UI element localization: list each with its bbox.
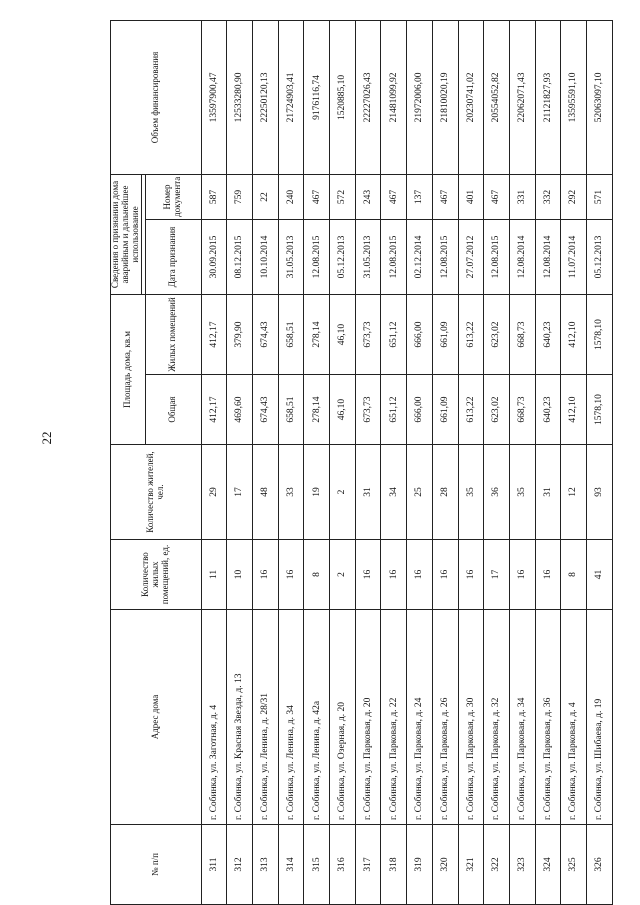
row-address: г. Собинка, ул. Озерная, д. 20: [330, 610, 356, 825]
row-area-total: 640,23: [535, 375, 561, 445]
row-area-living: 278,14: [304, 294, 330, 374]
row-document-number: 22: [253, 174, 279, 219]
row-recognition-date: 12.08.2014: [509, 219, 535, 294]
row-address: г. Собинка, ул. Ленина, д. 28/31: [253, 610, 279, 825]
row-financing: 21481099,92: [381, 20, 407, 174]
row-document-number: 240: [278, 174, 304, 219]
row-recognition-date: 12.08.2015: [432, 219, 458, 294]
row-area-living: 651,12: [381, 294, 407, 374]
row-premises: 8: [561, 540, 587, 610]
row-premises: 8: [304, 540, 330, 610]
row-financing: 22227026,43: [355, 20, 381, 174]
row-recognition-date: 11.07.2014: [561, 219, 587, 294]
row-num: 314: [278, 825, 304, 905]
row-premises: 16: [253, 540, 279, 610]
row-area-living: 623,02: [484, 294, 510, 374]
row-num: 313: [253, 825, 279, 905]
table-row: [278, 20, 304, 904]
row-area-total: 674,43: [253, 375, 279, 445]
table-row: [407, 20, 433, 904]
row-residents: 31: [355, 445, 381, 540]
row-premises: 16: [355, 540, 381, 610]
row-residents: 29: [201, 445, 227, 540]
row-residents: 48: [253, 445, 279, 540]
row-address: г. Собинка, ул. Шибаева, д. 19: [586, 610, 612, 825]
header-residents-count: Количество жителей, чел.: [111, 445, 202, 540]
row-recognition-date: 02.12.2014: [407, 219, 433, 294]
row-residents: 35: [458, 445, 484, 540]
row-area-total: 658,51: [278, 375, 304, 445]
row-residents: 17: [227, 445, 253, 540]
row-recognition-date: 30.09.2015: [201, 219, 227, 294]
row-premises: 16: [535, 540, 561, 610]
header-financing: Объем финансирования: [111, 20, 202, 174]
table-row: [458, 20, 484, 904]
table-row: [330, 20, 356, 904]
row-premises: 11: [201, 540, 227, 610]
row-area-total: 613,22: [458, 375, 484, 445]
row-num: 317: [355, 825, 381, 905]
row-area-living: 661,09: [432, 294, 458, 374]
row-recognition-date: 12.08.2015: [304, 219, 330, 294]
row-area-total: 278,14: [304, 375, 330, 445]
row-residents: 2: [330, 445, 356, 540]
row-premises: 16: [458, 540, 484, 610]
row-premises: 16: [432, 540, 458, 610]
row-address: г. Собинка, ул. Парковая, д. 22: [381, 610, 407, 825]
row-address: г. Собинка, ул. Парковая, д. 24: [407, 610, 433, 825]
row-financing: 22062071,43: [509, 20, 535, 174]
row-residents: 93: [586, 445, 612, 540]
row-area-living: 412,17: [201, 294, 227, 374]
row-document-number: 467: [304, 174, 330, 219]
row-residents: 12: [561, 445, 587, 540]
row-residents: 33: [278, 445, 304, 540]
row-num: 311: [201, 825, 227, 905]
row-document-number: 137: [407, 174, 433, 219]
table-row: [586, 20, 612, 904]
row-num: 312: [227, 825, 253, 905]
row-area-total: 623,02: [484, 375, 510, 445]
row-num: 315: [304, 825, 330, 905]
row-num: 326: [586, 825, 612, 905]
row-area-living: 412,10: [561, 294, 587, 374]
row-area-living: 673,73: [355, 294, 381, 374]
row-residents: 35: [509, 445, 535, 540]
row-area-living: 658,51: [278, 294, 304, 374]
row-recognition-date: 05.12.2013: [330, 219, 356, 294]
row-num: 322: [484, 825, 510, 905]
row-recognition-date: 31.05.2013: [278, 219, 304, 294]
header-premises-count: Количество жилых помещений, ед.: [111, 540, 202, 610]
row-recognition-date: 12.08.2015: [484, 219, 510, 294]
row-area-living: 674,43: [253, 294, 279, 374]
row-address: г. Собинка, ул. Заготная, д. 4: [201, 610, 227, 825]
row-document-number: 401: [458, 174, 484, 219]
table-row: [484, 20, 510, 904]
row-area-total: 1578,10: [586, 375, 612, 445]
row-address: г. Собинка, ул. Парковая, д. 4: [561, 610, 587, 825]
row-area-total: 412,17: [201, 375, 227, 445]
row-premises: 10: [227, 540, 253, 610]
row-residents: 25: [407, 445, 433, 540]
row-document-number: 332: [535, 174, 561, 219]
row-recognition-date: 10.10.2014: [253, 219, 279, 294]
row-address: г. Собинка, ул. Парковая, д. 30: [458, 610, 484, 825]
row-area-living: 1578,10: [586, 294, 612, 374]
row-residents: 19: [304, 445, 330, 540]
row-financing: 9176116,74: [304, 20, 330, 174]
header-document-number: Номер документа: [145, 174, 201, 219]
row-address: г. Собинка, ул. Парковая, д. 36: [535, 610, 561, 825]
row-financing: 21724903,41: [278, 20, 304, 174]
row-residents: 28: [432, 445, 458, 540]
row-document-number: 292: [561, 174, 587, 219]
row-num: 324: [535, 825, 561, 905]
row-area-living: 379,90: [227, 294, 253, 374]
row-financing: 52063097,10: [586, 20, 612, 174]
row-area-living: 46,10: [330, 294, 356, 374]
row-area-living: 666,00: [407, 294, 433, 374]
row-recognition-date: 05.12.2013: [586, 219, 612, 294]
table-row: [432, 20, 458, 904]
table-row: [304, 20, 330, 904]
row-area-total: 666,00: [407, 375, 433, 445]
header-recognition-group: Сведения о признании дома аварийным и дальнейшее использование: [111, 174, 142, 294]
table-row: [201, 20, 227, 904]
table-row: [355, 20, 381, 904]
row-area-total: 412,10: [561, 375, 587, 445]
row-area-total: 673,73: [355, 375, 381, 445]
header-area-group: Площадь дома, кв.м: [111, 294, 146, 444]
row-num: 316: [330, 825, 356, 905]
table-row: [227, 20, 253, 904]
row-document-number: 587: [201, 174, 227, 219]
row-financing: 1520885,10: [330, 20, 356, 174]
row-financing: 12533280,90: [227, 20, 253, 174]
row-address: г. Собинка, ул. Ленина, д. 42а: [304, 610, 330, 825]
row-premises: 41: [586, 540, 612, 610]
row-financing: 22250120,13: [253, 20, 279, 174]
row-document-number: 243: [355, 174, 381, 219]
row-financing: 20230741,02: [458, 20, 484, 174]
row-area-total: 651,12: [381, 375, 407, 445]
row-residents: 34: [381, 445, 407, 540]
row-premises: 16: [509, 540, 535, 610]
row-num: 323: [509, 825, 535, 905]
row-document-number: 572: [330, 174, 356, 219]
table-row: [509, 20, 535, 904]
header-address: Адрес дома: [111, 610, 202, 825]
row-document-number: 467: [484, 174, 510, 219]
row-area-total: 661,09: [432, 375, 458, 445]
row-financing: 21810020,19: [432, 20, 458, 174]
row-address: г. Собинка, ул. Парковая, д. 32: [484, 610, 510, 825]
row-recognition-date: 12.08.2014: [535, 219, 561, 294]
row-document-number: 331: [509, 174, 535, 219]
row-document-number: 467: [381, 174, 407, 219]
row-premises: 16: [278, 540, 304, 610]
emergency-housing-table: [110, 20, 613, 905]
header-area-living: Жилых помещений: [145, 294, 201, 374]
row-num: 318: [381, 825, 407, 905]
row-financing: 13595591,10: [561, 20, 587, 174]
page-number: 22: [39, 431, 54, 445]
row-premises: 17: [484, 540, 510, 610]
row-recognition-date: 27.07.2012: [458, 219, 484, 294]
table-row: [535, 20, 561, 904]
row-num: 321: [458, 825, 484, 905]
row-address: г. Собинка, ул. Красная Звезда, д. 13: [227, 610, 253, 825]
row-premises: 2: [330, 540, 356, 610]
row-premises: 16: [407, 540, 433, 610]
row-recognition-date: 31.05.2013: [355, 219, 381, 294]
header-num: № п/п: [111, 825, 202, 905]
row-premises: 16: [381, 540, 407, 610]
row-document-number: 759: [227, 174, 253, 219]
row-address: г. Собинка, ул. Парковая, д. 34: [509, 610, 535, 825]
table-row: [381, 20, 407, 904]
row-financing: 13597900,47: [201, 20, 227, 174]
table-row: [561, 20, 587, 904]
row-address: г. Собинка, ул. Парковая, д. 26: [432, 610, 458, 825]
row-num: 325: [561, 825, 587, 905]
row-area-living: 640,23: [535, 294, 561, 374]
row-area-total: 469,60: [227, 375, 253, 445]
row-recognition-date: 12.08.2015: [381, 219, 407, 294]
row-document-number: 571: [586, 174, 612, 219]
row-financing: 20554052,82: [484, 20, 510, 174]
header-area-total: Общая: [145, 375, 201, 445]
row-area-total: 668,73: [509, 375, 535, 445]
row-area-living: 668,73: [509, 294, 535, 374]
row-num: 320: [432, 825, 458, 905]
row-address: г. Собинка, ул. Ленина, д. 34: [278, 610, 304, 825]
row-residents: 31: [535, 445, 561, 540]
row-num: 319: [407, 825, 433, 905]
row-residents: 36: [484, 445, 510, 540]
row-address: г. Собинка, ул. Парковая, д. 20: [355, 610, 381, 825]
header-recognition-date: Дата признания: [145, 219, 201, 294]
table-row: [253, 20, 279, 904]
row-financing: 21972006,00: [407, 20, 433, 174]
row-area-total: 46,10: [330, 375, 356, 445]
rotated-document-sheet: [110, 0, 612, 905]
row-recognition-date: 08.12.2015: [227, 219, 253, 294]
row-area-living: 613,22: [458, 294, 484, 374]
row-financing: 21121827,93: [535, 20, 561, 174]
row-document-number: 467: [432, 174, 458, 219]
